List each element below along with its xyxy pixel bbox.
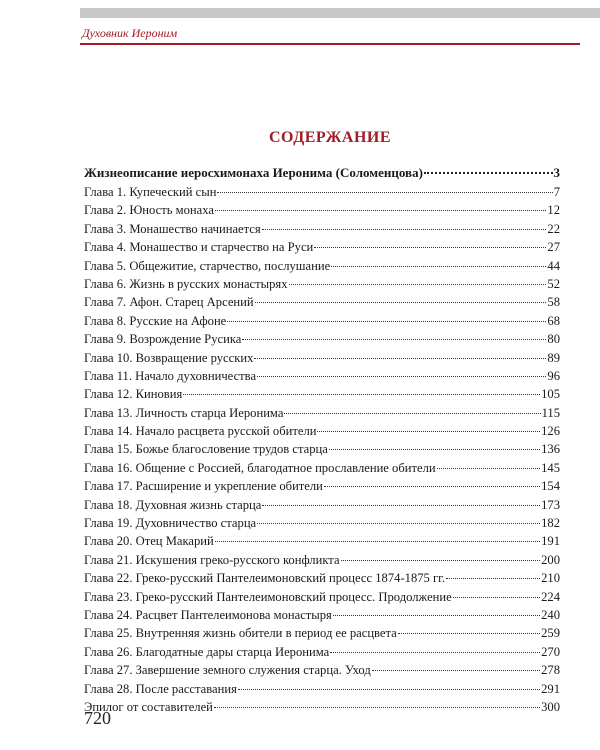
dot-leader [289, 284, 547, 285]
toc-entry-title: Глава 21. Искушения греко-русского конфликта [84, 552, 340, 567]
dot-leader [215, 541, 540, 542]
dot-leader [317, 431, 540, 432]
dot-leader [215, 210, 546, 211]
toc-entry-page: 270 [541, 644, 560, 659]
toc-entry-title: Глава 10. Возвращение русских [84, 350, 254, 365]
running-header-title: Духовник Иероним [82, 26, 178, 40]
scan-border-top [80, 8, 600, 18]
dot-leader [331, 266, 546, 267]
toc-entry-title: Глава 14. Начало расцвета русской обители [84, 424, 317, 439]
toc-entry[interactable] [84, 367, 560, 385]
toc-entry[interactable] [84, 514, 560, 532]
toc-entry[interactable] [84, 459, 560, 477]
toc-entry[interactable] [84, 680, 560, 698]
dot-leader [254, 358, 546, 359]
dot-leader [227, 321, 546, 322]
toc-entry-title: Глава 19. Духовничество старца [84, 516, 257, 531]
toc-entry-title: Жизнеописание иеросхимонаха Иеронима (Соломенцова) [84, 165, 423, 180]
toc-entry[interactable] [84, 532, 560, 550]
toc-entry[interactable] [84, 385, 560, 403]
dot-leader [324, 486, 540, 487]
toc-entry-title: Эпилог от составителей [84, 699, 213, 714]
table-of-contents [84, 163, 560, 716]
toc-main-entry[interactable] [84, 163, 560, 183]
toc-heading: СОДЕРЖАНИЕ [268, 129, 392, 146]
toc-entry[interactable] [84, 698, 560, 716]
toc-entry-title: Глава 6. Жизнь в русских монастырях [84, 276, 288, 291]
dot-leader [437, 468, 541, 469]
dot-leader [446, 578, 540, 579]
toc-entry-page: 44 [547, 258, 560, 273]
toc-entry-page: 278 [541, 663, 560, 678]
toc-entry-page: 136 [541, 442, 560, 457]
toc-entry[interactable] [84, 238, 560, 256]
toc-entry[interactable] [84, 330, 560, 348]
toc-entry-page: 58 [547, 295, 560, 310]
toc-entry[interactable] [84, 606, 560, 624]
toc-entry-title: Глава 24. Расцвет Пантелеимонова монастыря [84, 607, 332, 622]
toc-entry-title: Глава 23. Греко-русский Пантелеимоновский процесс. Продолжение [84, 589, 452, 604]
dot-leader [257, 523, 540, 524]
page-number: 720 [84, 708, 111, 728]
toc-entry[interactable] [84, 440, 560, 458]
dot-leader [284, 413, 540, 414]
toc-entry[interactable] [84, 349, 560, 367]
toc-entry-title: Глава 3. Монашество начинается [84, 221, 261, 236]
toc-entry[interactable] [84, 643, 560, 661]
toc-entry-page: 126 [541, 424, 560, 439]
toc-entry-page: 145 [541, 460, 560, 475]
toc-entry-page: 191 [541, 534, 560, 549]
toc-entry-page: 27 [547, 240, 560, 255]
toc-entry-title: Глава 9. Возрождение Русика [84, 332, 242, 347]
dot-leader [255, 302, 547, 303]
dot-leader [217, 192, 552, 193]
page-margin-left [0, 0, 80, 750]
toc-entry[interactable] [84, 477, 560, 495]
toc-entry[interactable] [84, 201, 560, 219]
toc-entry-title: Глава 1. Купеческий сын [84, 185, 217, 199]
toc-entry-page: 224 [541, 589, 560, 604]
toc-entry[interactable] [84, 257, 560, 275]
toc-entry-page: 22 [547, 221, 560, 236]
toc-entry-title: Глава 7. Афон. Старец Арсений [84, 295, 254, 310]
toc-entry-title: Глава 22. Греко-русский Пантелеимоновский процесс 1874-1875 гг. [84, 571, 446, 586]
toc-entry-page: 12 [547, 203, 560, 218]
toc-entry-page: 240 [541, 607, 560, 622]
dot-leader [257, 376, 546, 377]
dot-leader [424, 172, 553, 174]
toc-entry-page: 291 [541, 681, 560, 696]
toc-entry-page: 68 [547, 313, 560, 328]
toc-entry-page: 300 [541, 699, 560, 714]
toc-entry-page: 3 [553, 165, 560, 180]
toc-entry-page: 200 [541, 552, 560, 567]
toc-entry-title: Глава 2. Юность монаха [84, 203, 214, 218]
toc-entry[interactable] [84, 183, 560, 201]
toc-entry-page: 259 [541, 626, 560, 641]
toc-entry-title: Глава 13. Личность старца Иеронима [84, 405, 284, 420]
toc-entry[interactable] [84, 404, 560, 422]
dot-leader [262, 505, 540, 506]
toc-entry-title: Глава 12. Киновия [84, 387, 183, 402]
toc-entry-page: 115 [541, 405, 560, 420]
toc-entry-page: 210 [541, 571, 560, 586]
toc-entry-page: 7 [553, 185, 560, 199]
toc-entry-title: Глава 28. После расставания [84, 681, 237, 696]
toc-entry-title: Глава 26. Благодатные дары старца Иеронима [84, 644, 330, 659]
toc-entry-title: Глава 5. Общежитие, старчество, послушание [84, 258, 331, 273]
toc-entry-title: Глава 8. Русские на Афоне [84, 313, 227, 328]
dot-leader [183, 394, 540, 395]
toc-entry-title: Глава 11. Начало духовничества [84, 368, 257, 383]
toc-entry[interactable] [84, 422, 560, 440]
dot-leader [453, 597, 540, 598]
toc-entry-page: 89 [547, 350, 560, 365]
toc-entry[interactable] [84, 624, 560, 642]
dot-leader [330, 652, 540, 653]
toc-entry-title: Глава 16. Общение с Россией, благодатное прославление обители [84, 460, 436, 475]
toc-entry-title: Глава 25. Внутренняя жизнь обители в период ее расцвета [84, 626, 397, 641]
dot-leader [238, 689, 540, 690]
toc-entry[interactable] [84, 551, 560, 569]
dot-leader [329, 449, 540, 450]
toc-entry[interactable] [84, 312, 560, 330]
dot-leader [242, 339, 546, 340]
dot-leader [372, 670, 540, 671]
toc-entry-title: Глава 20. Отец Макарий [84, 534, 214, 549]
header-rule [80, 43, 580, 45]
toc-entry-title: Глава 15. Божье благословение трудов старца [84, 442, 328, 457]
dot-leader [333, 615, 540, 616]
dot-leader [214, 707, 540, 708]
toc-entry-page: 96 [547, 368, 560, 383]
toc-entry-page: 154 [541, 479, 560, 494]
dot-leader [341, 560, 541, 561]
toc-entry-title: Глава 18. Духовная жизнь старца [84, 497, 262, 512]
toc-entry[interactable] [84, 569, 560, 587]
toc-entry-title: Глава 27. Завершение земного служения старца. Уход [84, 663, 371, 678]
toc-entry[interactable] [84, 661, 560, 679]
toc-entry-page: 182 [541, 516, 560, 531]
toc-entry-page: 80 [547, 332, 560, 347]
dot-leader [314, 247, 546, 248]
dot-leader [262, 229, 547, 230]
toc-entry-title: Глава 4. Монашество и старчество на Руси [84, 240, 314, 255]
toc-entry[interactable] [84, 275, 560, 293]
toc-entry[interactable] [84, 293, 560, 311]
toc-entry-page: 105 [541, 387, 560, 402]
toc-entry-title: Глава 17. Расширение и укрепление обители [84, 479, 323, 494]
toc-entry-page: 173 [541, 497, 560, 512]
toc-entry[interactable] [84, 220, 560, 238]
toc-entry-page: 52 [547, 276, 560, 291]
toc-entry[interactable] [84, 588, 560, 606]
toc-entry[interactable] [84, 496, 560, 514]
dot-leader [398, 633, 540, 634]
